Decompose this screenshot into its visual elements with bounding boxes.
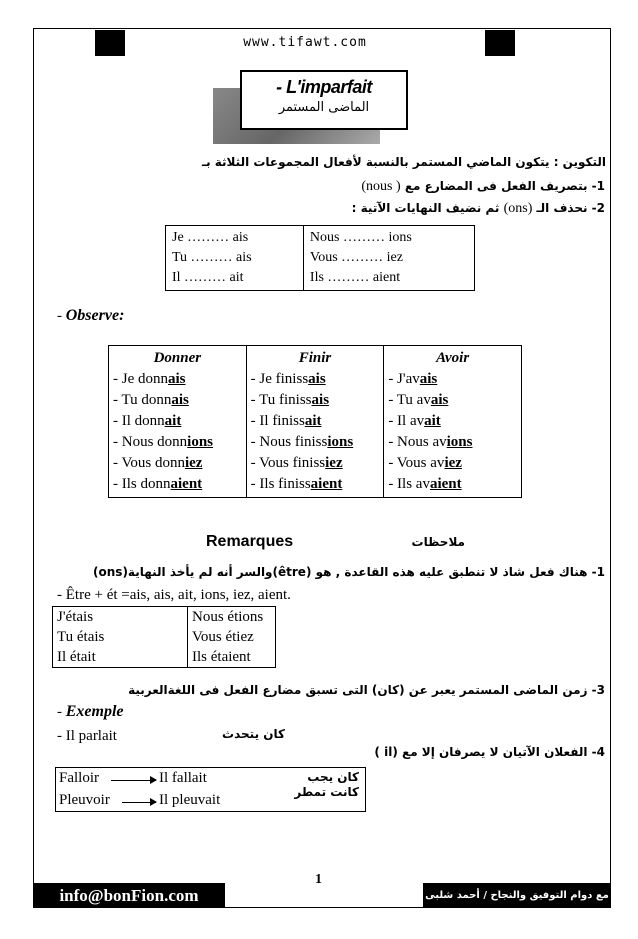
ending: iez	[325, 455, 343, 471]
conjugation-column	[109, 346, 247, 498]
title-arabic: الماضى المستمر	[278, 100, 370, 115]
stem: - Tu finiss	[250, 392, 312, 408]
stem: - Il donn	[113, 413, 165, 429]
step1-ar: 1- بتصريف الفعل فى المضارع مع	[404, 179, 605, 193]
ending: ions	[446, 434, 473, 450]
ending: aient	[429, 476, 462, 492]
observe-label: Observe:	[65, 307, 125, 324]
verb-infinitive: Pleuvoir	[59, 792, 110, 808]
stem: - Tu av	[388, 392, 431, 408]
verb-conjugated: Il pleuvait	[159, 792, 221, 808]
observe-heading	[57, 307, 124, 325]
conjugation-row	[113, 432, 242, 453]
footer-email: info@bonFion.com	[33, 883, 225, 908]
etre-row: J'étais	[57, 609, 94, 625]
conjugation-row	[388, 474, 517, 495]
stem: - Ils donn	[113, 476, 171, 492]
stem: - Vous donn	[113, 455, 185, 471]
arrow-icon	[122, 802, 156, 803]
conjugation-row	[113, 390, 242, 411]
exemple-heading	[57, 703, 124, 721]
verb-arabic: كانت تمطر	[294, 785, 359, 799]
exemple-ar: كان يتحدث	[222, 727, 285, 741]
etre-row: Vous étiez	[192, 629, 254, 645]
ending-row: Vous ……… iez	[309, 250, 403, 265]
etre-table	[52, 606, 276, 668]
stem: - Il av	[388, 413, 425, 429]
ending: ait	[424, 413, 441, 429]
stem: - Vous finiss	[250, 455, 326, 471]
stem: - Il finiss	[250, 413, 305, 429]
title-french: - L'imparfait	[276, 77, 372, 97]
remarque-4: 4- الفعلان الآتيان لا يصرفان إلا مع (il )	[374, 745, 605, 759]
ending: ais	[430, 392, 449, 408]
conjugation-row	[251, 453, 380, 474]
stem: - Nous finiss	[250, 434, 328, 450]
step2-ar: 2- نحذف الـ	[536, 201, 605, 215]
title-box	[240, 70, 408, 130]
ending: ais	[311, 392, 330, 408]
stem: - J'av	[388, 371, 420, 387]
etre-left-cell	[53, 607, 188, 668]
etre-row: Ils étaient	[192, 649, 251, 665]
step1-fr: ( nous)	[361, 179, 401, 194]
verb-conjugated: Il fallait	[159, 770, 207, 786]
verb-arabic: كان يجب	[307, 770, 359, 784]
endings-left-cell	[166, 226, 304, 291]
formation-intro: التكوين : يتكون الماضي المستمر بالنسبة لأفعال المجموعات الثلاثة بـ	[201, 155, 606, 169]
exemple-label: Exemple	[65, 703, 124, 720]
verb-infinitive: Falloir	[59, 770, 99, 786]
conjugation-column	[246, 346, 384, 498]
ending: ions	[187, 434, 214, 450]
conjugation-row	[113, 453, 242, 474]
conjugation-row	[388, 432, 517, 453]
stem: - Nous av	[388, 434, 447, 450]
ending: aient	[310, 476, 343, 492]
step2-fr: (ons)	[503, 201, 533, 216]
ending: ait	[304, 413, 322, 429]
conjugation-column	[384, 346, 522, 498]
stem: - Ils av	[388, 476, 430, 492]
etre-row: Il était	[57, 649, 96, 665]
verbs-box	[55, 767, 366, 812]
arrow-icon	[111, 780, 156, 781]
stem: - Nous donn	[113, 434, 188, 450]
footer-author: مع دوام التوفيق والنجاح / أحمد شلبى	[423, 883, 611, 908]
etre-row: Tu étais	[57, 629, 105, 645]
observe-table	[108, 345, 522, 498]
conjugation-row	[388, 390, 517, 411]
stem: - Je donn	[113, 371, 168, 387]
page-number: 1	[315, 872, 322, 887]
etre-right-cell	[188, 607, 276, 668]
endings-table	[165, 225, 475, 291]
ending: ais	[168, 371, 186, 387]
ending: iez	[184, 455, 203, 471]
step2-ar-end: ثم نضيف النهايات الآتية :	[351, 201, 500, 215]
ending: aient	[170, 476, 203, 492]
stem: - Tu donn	[113, 392, 172, 408]
etre-row: Nous étions	[192, 609, 264, 625]
conjugation-row	[251, 411, 380, 432]
formation-step1	[361, 179, 605, 195]
stem: - Ils finiss	[250, 476, 311, 492]
ending-row: Il ……… ait	[172, 270, 244, 285]
ending-row: Nous ……… ions	[309, 230, 412, 245]
conjugation-row	[388, 411, 517, 432]
verb-header: Finir	[298, 350, 332, 366]
endings-right-cell	[303, 226, 474, 291]
verb-header: Avoir	[436, 350, 470, 366]
etre-line: - Être + ét =ais, ais, ait, ions, iez, aient.	[57, 587, 291, 603]
exemple-fr: - Il parlait	[57, 728, 117, 744]
ending-row: Tu ……… ais	[172, 250, 252, 265]
stem: - Vous av	[388, 455, 445, 471]
stem: - Je finiss	[250, 371, 309, 387]
remarques-fr: Remarques	[206, 533, 294, 550]
ending: iez	[444, 455, 462, 471]
ending-row: Je ……… ais	[172, 230, 249, 245]
ending: ais	[308, 371, 326, 387]
exemple-dash: -	[57, 704, 66, 720]
ending: ions	[327, 434, 354, 450]
verb-header: Donner	[153, 350, 202, 366]
conjugation-row	[113, 411, 242, 432]
ending-row: Ils ……… aient	[309, 270, 401, 285]
remarque-1: 1- هناك فعل شاذ لا تنطبق عليه هذه القاعدة , هو (être)والسر أنه لم يأخذ النهاية(ons)	[93, 565, 605, 579]
conjugation-row	[251, 369, 380, 390]
header-url: www.tifawt.com	[125, 30, 485, 56]
conjugation-row	[388, 369, 517, 390]
remarque-3: 3- زمن الماضى المستمر يعبر عن (كان) التى تسبق مضارع الفعل فى اللغةالعربية	[128, 683, 605, 697]
conjugation-row	[251, 474, 380, 495]
ending: ais	[419, 371, 438, 387]
conjugation-row	[113, 474, 242, 495]
conjugation-row	[113, 369, 242, 390]
conjugation-row	[251, 432, 380, 453]
formation-step2	[352, 201, 605, 217]
observe-dash: -	[57, 308, 66, 324]
conjugation-row	[251, 390, 380, 411]
conjugation-row	[388, 453, 517, 474]
remarques-ar: ملاحظات	[411, 535, 465, 549]
ending: ais	[171, 392, 189, 408]
ending: ait	[164, 413, 182, 429]
header-bar	[95, 30, 515, 56]
